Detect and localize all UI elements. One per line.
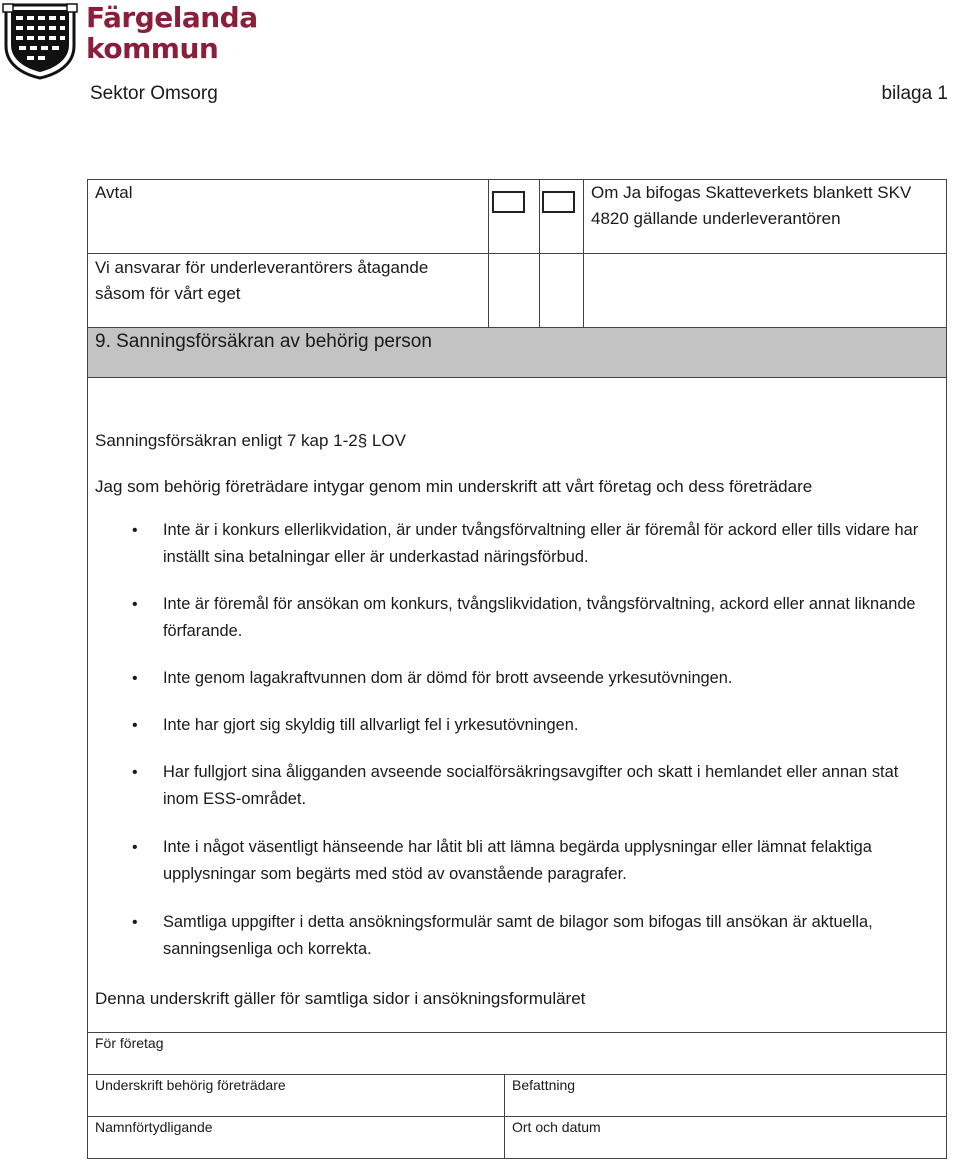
position-field-label: Befattning bbox=[512, 1077, 576, 1093]
section-title: 9. Sanningsförsäkran av behörig person bbox=[95, 331, 432, 352]
table-border bbox=[87, 377, 947, 378]
declaration-heading: Sanningsförsäkran enligt 7 kap 1-2§ LOV bbox=[95, 431, 406, 450]
sector-label: Sektor Omsorg bbox=[90, 83, 218, 104]
name-clarification-field[interactable] bbox=[88, 1138, 503, 1157]
table-border bbox=[87, 1032, 947, 1033]
list-item: • Inte är i konkurs ellerlikvidation, är under tvångsförvaltning eller är föremål för ackord eller tills vidare har inställt sina betalningar eller är underkastad näringsförbud. bbox=[132, 517, 932, 571]
table-border bbox=[87, 1116, 947, 1117]
list-item: • Inte i något väsentligt hänseende har låtit bli att lämna begärda upplysningar eller lämnat felaktiga upplysningar som begärts med stöd av ovanstående paragrafer. bbox=[132, 834, 932, 888]
signature-note: Denna underskrift gäller för samtliga sidor i ansökningsformuläret bbox=[95, 989, 586, 1008]
signature-field[interactable] bbox=[88, 1096, 503, 1115]
logo-line-1: Färgelanda bbox=[86, 1, 258, 34]
name-clarification-label: Namnförtydligande bbox=[95, 1119, 213, 1135]
declaration-intro: Jag som behörig företrädare intygar genom min underskrift att vårt företag och dess företrädare bbox=[95, 477, 813, 496]
coat-of-arms-logo bbox=[2, 2, 78, 80]
place-date-field[interactable] bbox=[505, 1138, 946, 1157]
table-border bbox=[87, 253, 947, 254]
agreement-attachment-note: Om Ja bifogas Skatteverkets blankett SKV 4820 gällande underleverantören bbox=[591, 183, 912, 228]
table-border bbox=[946, 327, 947, 1159]
table-border bbox=[87, 327, 88, 1159]
municipality-logo-text bbox=[86, 2, 258, 64]
subcontractor-responsibility-label: Vi ansvarar för underleverantörers åtagande såsom för vårt eget bbox=[95, 258, 429, 303]
table-border bbox=[87, 1074, 947, 1075]
list-item: • Har fullgjort sina åligganden avseende socialförsäkringsavgifter och skatt i hemlandet eller annan stat inom ESS-området. bbox=[132, 759, 932, 813]
appendix-label: bilaga 1 bbox=[881, 83, 948, 104]
table-border bbox=[488, 179, 489, 327]
place-date-label: Ort och datum bbox=[512, 1119, 601, 1135]
list-item: • Inte är föremål för ansökan om konkurs, tvångslikvidation, tvångsförvaltning, ackord eller annat liknande förfarande. bbox=[132, 591, 932, 645]
table-border bbox=[87, 179, 88, 327]
table-border bbox=[87, 327, 947, 328]
list-item: • Samtliga uppgifter i detta ansökningsformulär samt de bilagor som bifogas till ansökan är aktuella, sanningsenliga och korrekta. bbox=[132, 909, 932, 963]
table-border bbox=[946, 179, 947, 327]
agreement-label: Avtal bbox=[95, 183, 133, 202]
table-border bbox=[539, 179, 540, 327]
logo-line-2: kommun bbox=[86, 32, 219, 65]
signature-field-label: Underskrift behörig företrädare bbox=[95, 1077, 286, 1093]
list-item: • Inte har gjort sig skyldig till allvarligt fel i yrkesutövningen. bbox=[132, 712, 932, 739]
agreement-checkbox-nej[interactable] bbox=[542, 191, 575, 213]
declaration-bullet-list bbox=[132, 517, 932, 963]
agreement-checkbox-ja[interactable] bbox=[492, 191, 525, 213]
table-border bbox=[87, 1158, 947, 1159]
company-field-label: För företag bbox=[95, 1035, 164, 1051]
position-field[interactable] bbox=[505, 1096, 946, 1115]
list-item: • Inte genom lagakraftvunnen dom är dömd för brott avseende yrkesutövningen. bbox=[132, 665, 932, 692]
table-border bbox=[583, 179, 584, 327]
company-field[interactable] bbox=[88, 1055, 946, 1073]
